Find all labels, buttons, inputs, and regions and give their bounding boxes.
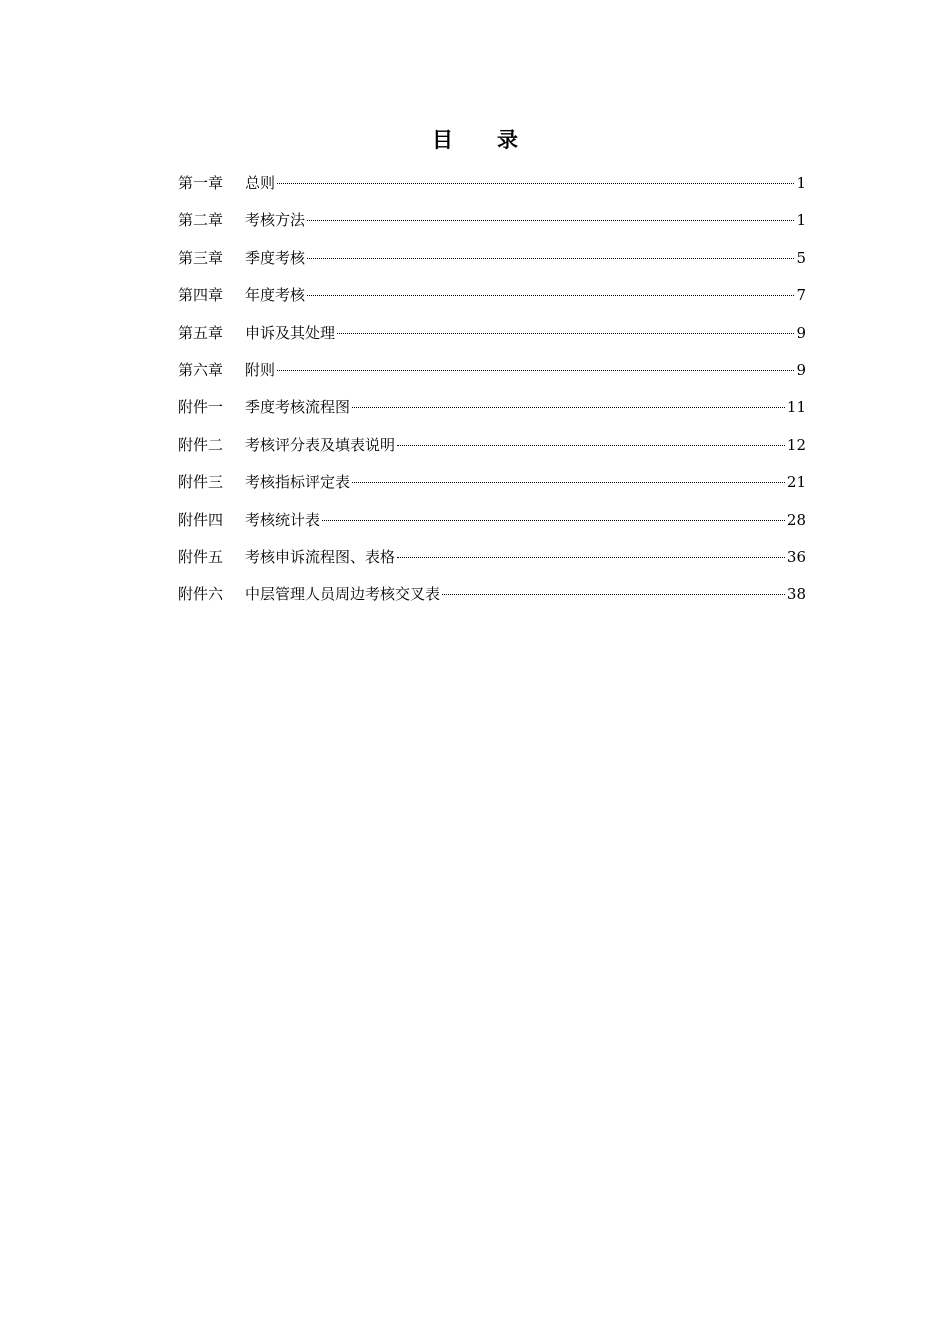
- toc-leader-dots: [307, 294, 794, 296]
- toc-entry-page: 5: [796, 248, 806, 267]
- toc-entry-title: 季度考核流程图: [245, 398, 351, 417]
- toc-entry-title: 中层管理人员周边考核交叉表: [245, 585, 441, 604]
- toc-entry[interactable]: [178, 431, 806, 468]
- toc-leader-dots: [322, 519, 785, 521]
- toc-entry-number: 第四章: [178, 286, 224, 305]
- toc-entry[interactable]: [178, 356, 806, 393]
- toc-entry-title: 考核评分表及填表说明: [245, 435, 396, 454]
- toc-entry-title: 总则: [245, 174, 276, 192]
- toc-entry-title: 考核方法: [245, 211, 306, 230]
- toc-entry-number: 第六章: [178, 360, 224, 379]
- toc-entry[interactable]: [178, 206, 806, 243]
- toc-title-right: 录: [497, 127, 518, 152]
- toc-entry-page: 38: [786, 585, 806, 604]
- toc-entry[interactable]: [178, 393, 806, 430]
- toc-entry-number: 附件四: [178, 510, 224, 529]
- toc-leader-dots: [277, 369, 794, 371]
- toc-entry-title: 申诉及其处理: [245, 323, 336, 342]
- toc-entry-number: 第一章: [178, 174, 224, 192]
- toc-leader-dots: [397, 556, 785, 558]
- toc-entry-title: 年度考核: [245, 286, 306, 305]
- toc-entry-number: 附件五: [178, 547, 224, 566]
- toc-entry-title: 考核申诉流程图、表格: [245, 547, 396, 566]
- toc-entry-page: 12: [786, 435, 806, 454]
- toc-entry[interactable]: [178, 281, 806, 318]
- toc-entry-title: 季度考核: [245, 248, 306, 267]
- toc-leader-dots: [352, 406, 785, 408]
- toc-entry-number: 附件三: [178, 473, 224, 492]
- toc-leader-dots: [337, 332, 794, 334]
- toc-leader-dots: [277, 182, 794, 184]
- toc-entry-title: 考核统计表: [245, 510, 321, 529]
- toc-entry-number: 附件二: [178, 435, 224, 454]
- toc-entry-number: 附件一: [178, 398, 224, 417]
- toc-entry-number: 附件六: [178, 585, 224, 604]
- toc-entry[interactable]: [178, 506, 806, 543]
- toc-entry-page: 9: [796, 323, 806, 342]
- toc-entry-page: 36: [786, 547, 806, 566]
- toc-leader-dots: [352, 481, 785, 483]
- toc-entry-number: 第三章: [178, 248, 224, 267]
- toc-entry[interactable]: [178, 543, 806, 580]
- toc-entry-page: 11: [786, 398, 806, 417]
- toc-entry-page: 1: [796, 174, 806, 192]
- toc-list: [178, 169, 806, 618]
- toc-leader-dots: [442, 593, 785, 595]
- toc-entry[interactable]: [178, 244, 806, 281]
- toc-title: [0, 124, 950, 156]
- toc-entry[interactable]: [178, 468, 806, 505]
- toc-entry-number: 第五章: [178, 323, 224, 342]
- toc-entry[interactable]: [178, 169, 806, 206]
- toc-entry-page: 28: [786, 510, 806, 529]
- toc-entry-page: 1: [796, 211, 806, 230]
- toc-entry-number: 第二章: [178, 211, 224, 230]
- toc-entry[interactable]: [178, 319, 806, 356]
- toc-leader-dots: [397, 444, 785, 446]
- toc-entry-page: 9: [796, 360, 806, 379]
- toc-leader-dots: [307, 257, 794, 259]
- toc-title-left: 目: [432, 127, 453, 152]
- toc-entry-page: 21: [786, 473, 806, 492]
- toc-entry-title: 附则: [245, 360, 276, 379]
- toc-entry[interactable]: [178, 580, 806, 617]
- toc-entry-page: 7: [796, 286, 806, 305]
- toc-leader-dots: [307, 219, 794, 221]
- toc-entry-title: 考核指标评定表: [245, 473, 351, 492]
